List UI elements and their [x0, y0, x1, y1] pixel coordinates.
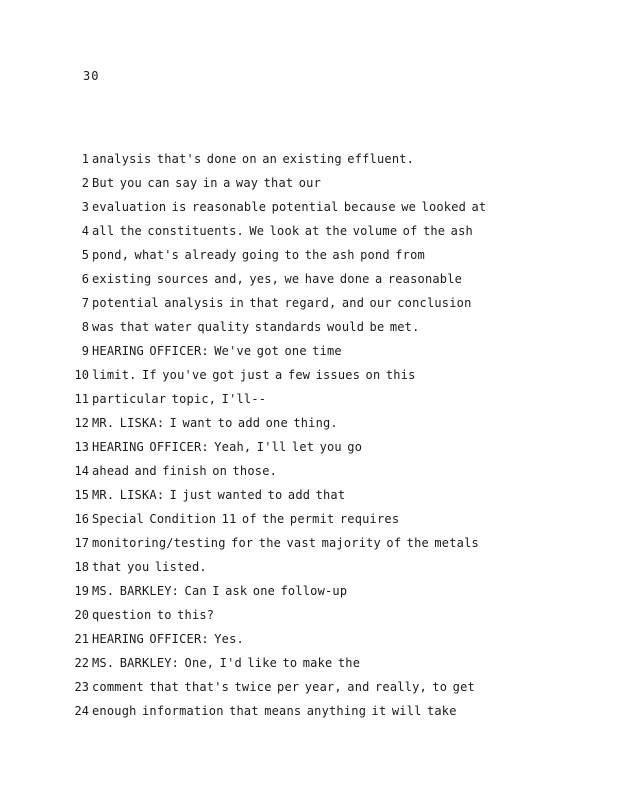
transcript-line	[0, 680, 618, 704]
line-number: 18	[74, 560, 89, 574]
transcript-line	[0, 560, 618, 584]
line-number: 23	[74, 680, 89, 694]
transcript-line	[0, 416, 618, 440]
line-text: HEARING OFFICER: We've got one time	[92, 344, 342, 358]
line-text: evaluation is reasonable potential because we looked at	[92, 200, 487, 214]
line-number: 21	[74, 632, 89, 646]
line-text: question to this?	[92, 608, 215, 622]
line-number: 10	[74, 368, 89, 382]
transcript-line	[0, 512, 618, 536]
transcript-line	[0, 464, 618, 488]
line-number: 7	[81, 296, 89, 310]
line-text: analysis that's done on an existing effluent.	[92, 152, 415, 166]
line-text: limit. If you've got just a few issues on this	[92, 368, 416, 382]
line-number: 16	[74, 512, 89, 526]
line-number: 14	[74, 464, 89, 478]
line-text: HEARING OFFICER: Yes.	[92, 632, 244, 646]
line-text: MR. LISKA: I want to add one thing.	[92, 416, 338, 430]
line-text: MS. BARKLEY: Can I ask one follow-up	[92, 584, 348, 598]
line-text: ahead and finish on those.	[92, 464, 278, 478]
transcript-line	[0, 392, 618, 416]
transcript-line	[0, 656, 618, 680]
line-text: existing sources and, yes, we have done a reasonable	[92, 272, 463, 286]
line-text: particular topic, I'll--	[92, 392, 267, 406]
line-number: 3	[81, 200, 89, 214]
line-number: 22	[74, 656, 89, 670]
line-text: monitoring/testing for the vast majority of the metals	[92, 536, 479, 550]
line-number: 5	[81, 248, 89, 262]
line-text: comment that that's twice per year, and really, to get	[92, 680, 475, 694]
transcript-line	[0, 608, 618, 632]
transcript-line	[0, 584, 618, 608]
transcript-line	[0, 200, 618, 224]
line-text: MS. BARKLEY: One, I'd like to make the	[92, 656, 361, 670]
line-text: potential analysis in that regard, and our conclusion	[92, 296, 472, 310]
line-text: that you listed.	[92, 560, 207, 574]
transcript-line	[0, 440, 618, 464]
line-text: enough information that means anything it will take	[92, 704, 457, 718]
line-number: 13	[74, 440, 89, 454]
transcript-line	[0, 296, 618, 320]
transcript-lines	[0, 152, 618, 728]
transcript-line	[0, 368, 618, 392]
line-number: 15	[74, 488, 89, 502]
line-text: all the constituents. We look at the volume of the ash	[92, 224, 473, 238]
transcript-line	[0, 344, 618, 368]
line-number: 12	[74, 416, 89, 430]
line-number: 9	[81, 344, 89, 358]
line-number: 1	[81, 152, 89, 166]
line-number: 2	[81, 176, 89, 190]
transcript-line	[0, 488, 618, 512]
transcript-line	[0, 632, 618, 656]
transcript-line	[0, 224, 618, 248]
transcript-line	[0, 152, 618, 176]
line-number: 17	[74, 536, 89, 550]
line-text: But you can say in a way that our	[92, 176, 322, 190]
transcript-line	[0, 248, 618, 272]
transcript-line	[0, 176, 618, 200]
line-text: Special Condition 11 of the permit requires	[92, 512, 400, 526]
transcript-line	[0, 704, 618, 728]
page-number: 30	[83, 69, 100, 83]
line-number: 19	[74, 584, 89, 598]
transcript-line	[0, 320, 618, 344]
line-number: 8	[81, 320, 89, 334]
line-number: 24	[74, 704, 89, 718]
line-text: pond, what's already going to the ash pond from	[92, 248, 425, 262]
line-number: 4	[81, 224, 89, 238]
line-number: 6	[81, 272, 89, 286]
line-text: MR. LISKA: I just wanted to add that	[92, 488, 346, 502]
line-number: 11	[74, 392, 89, 406]
transcript-line	[0, 272, 618, 296]
line-number: 20	[74, 608, 89, 622]
line-text: was that water quality standards would be met.	[92, 320, 420, 334]
transcript-line	[0, 536, 618, 560]
line-text: HEARING OFFICER: Yeah, I'll let you go	[92, 440, 363, 454]
